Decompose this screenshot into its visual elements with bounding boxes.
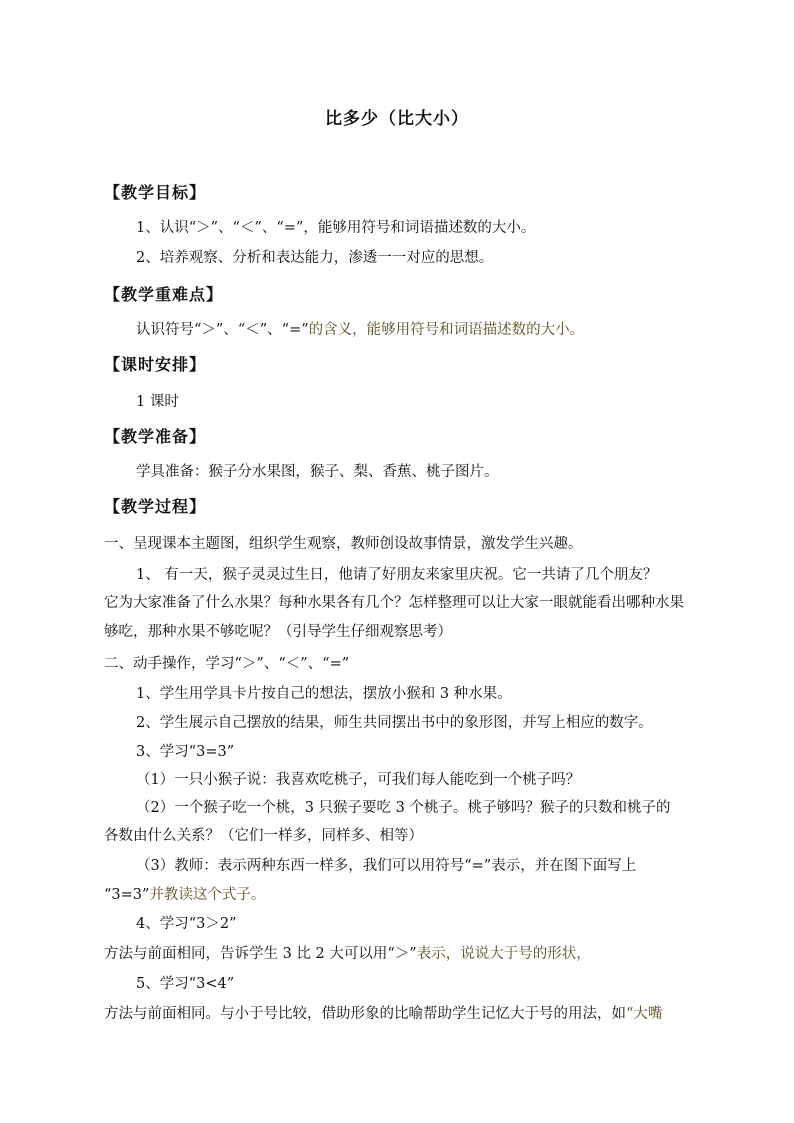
heading-process: 【教学过程】 (104, 497, 207, 516)
process-part2-item1: 1、学生用学具卡片按自己的想法，摆放小猴和 3 种水果。 (136, 686, 512, 702)
process-part1-title: 一、呈现课本主题图，组织学生观察，教师创设故事情景，激发学生兴趣。 (104, 536, 583, 552)
goal-item-1: 1、认识“＞”、“＜”、“=”，能够用符号和词语描述数的大小。 (136, 220, 536, 236)
process-part2-sub3-line2-b: 并教读这个式子。 (149, 887, 266, 903)
heading-schedule: 【课时安排】 (104, 355, 207, 374)
process-part2-sub2-line2: 各数由什么关系？（它们一样多，同样多、相等） (104, 828, 423, 844)
process-part1-item1-line2: 它为大家准备了什么水果？每种水果各有几个？怎样整理可以让大家一眼就能看出哪种水果 (104, 595, 684, 611)
process-part2-item4-text-a: 方法与前面相同，告诉学生 3 比 2 大可以用“＞” (104, 946, 417, 962)
heading-teaching-goals: 【教学目标】 (104, 183, 207, 202)
process-part2-item4-text (104, 944, 591, 964)
process-part2-item5-text (104, 1004, 662, 1024)
process-part2-item5: 5、学习“3<4” (136, 976, 235, 992)
process-part2-sub2-line1: （2）一个猴子吃一个桃，3 只猴子要吃 3 个桃子。桃子够吗？猴子的只数和桃子的 (136, 800, 671, 816)
key-points-text (136, 320, 584, 340)
heading-key-points: 【教学重难点】 (104, 285, 224, 304)
process-part2-item3: 3、学习“3=3” (136, 744, 235, 760)
process-part2-item4: 4、学习“3＞2” (136, 916, 237, 932)
heading-preparation: 【教学准备】 (104, 427, 207, 446)
process-part2-item4-text-b: 表示，说说大于号的形状， (416, 946, 591, 962)
process-part2-item2: 2、学生展示自己摆放的结果，师生共同摆出书中的象形图，并写上相应的数字。 (136, 715, 653, 731)
process-part2-item5-text-a: 方法与前面相同。与小于号比较，借助形象的比喻帮助学生记忆大于号的用法，如 (104, 1006, 626, 1022)
process-part2-item5-text-b: “大嘴 (626, 1006, 663, 1022)
goal-item-2: 2、培养观察、分析和表达能力，渗透一一对应的思想。 (136, 250, 494, 266)
process-part2-sub3-line2-a: “3=3” (104, 887, 150, 903)
page-title: 比多少（比大小） (325, 109, 469, 129)
process-part2-sub1: （1）一只小猴子说：我喜欢吃桃子，可我们每人能吃到一个桃子吗？ (136, 772, 581, 788)
preparation-text: 学具准备：猴子分水果图，猴子、梨、香蕉、桃子图片。 (136, 464, 499, 480)
key-points-text-b: 的含义，能够用符号和词语描述数的大小。 (308, 322, 585, 338)
process-part2-title: 二、动手操作，学习“＞”、“＜”、“=” (104, 656, 350, 672)
process-part2-sub3-line2 (104, 885, 265, 905)
process-part2-sub3-line1: （3）教师：表示两种东西一样多，我们可以用符号“=”表示，并在图下面写上 (136, 858, 637, 874)
process-part1-item1-line1: 1、 有一天，猴子灵灵过生日，他请了好朋友来家里庆祝。它一共请了几个朋友？ (136, 567, 658, 583)
process-part1-item1-line3: 够吃，那种水果不够吃呢？（引导学生仔细观察思考） (104, 624, 452, 640)
schedule-text: 1 课时 (136, 394, 179, 410)
key-points-text-a: 认识符号“＞”、“＜”、“=” (136, 322, 309, 338)
